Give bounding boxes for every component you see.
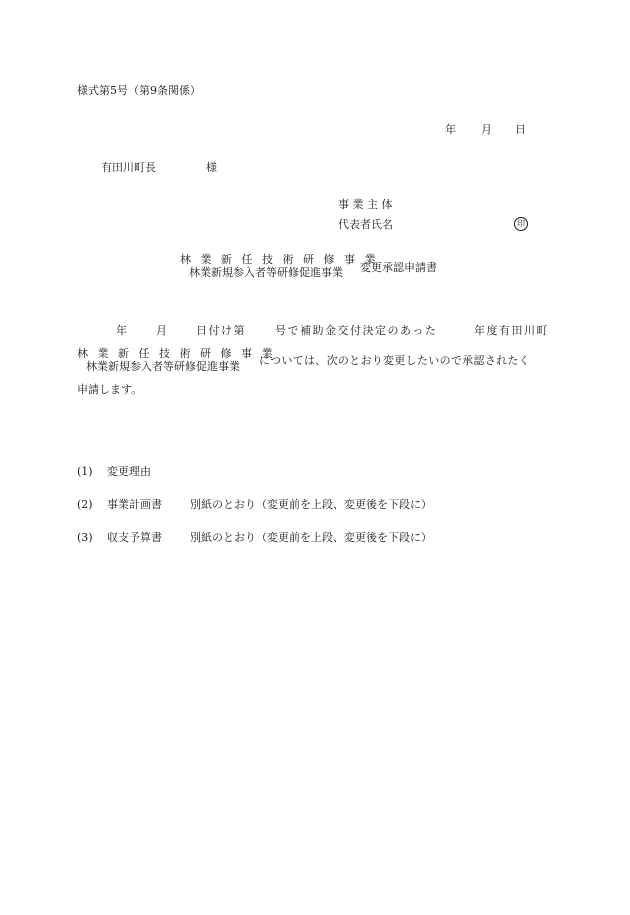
title-project-line1: 林 業 新 任 技 術 研 修 事 業 <box>180 253 379 266</box>
representative-name-label: 代表者氏名 <box>338 218 393 231</box>
item-number: (1) <box>77 465 93 478</box>
body-continuation: については、次のとおり変更したいので承認されたく <box>259 354 530 367</box>
seal-icon: 印 <box>514 217 528 231</box>
item-label: 収支予算書 <box>107 531 162 544</box>
title-project-names <box>180 253 379 279</box>
body-date-reference: 日付け第 <box>196 324 246 337</box>
body-closing: 申請します。 <box>77 383 143 396</box>
date-month-label: 月 <box>481 123 492 136</box>
addressee-name: 有田川町長 <box>101 161 156 174</box>
date-day-label: 日 <box>515 123 526 136</box>
item-number: (2) <box>77 498 93 511</box>
item-label: 事業計画書 <box>107 498 162 511</box>
title-suffix: 変更承認申請書 <box>360 261 437 274</box>
addressee-honorific: 様 <box>206 161 217 174</box>
item-detail: 別紙のとおり（変更前を上段、変更後を下段に） <box>190 498 432 511</box>
body-month-label: 月 <box>156 324 167 337</box>
item-detail: 別紙のとおり（変更前を上段、変更後を下段に） <box>190 531 432 544</box>
body-number-reference: 号で補助金交付決定のあった <box>275 324 438 337</box>
body-year-label: 年 <box>116 324 127 337</box>
title-project-line2: 林業新規参入者等研修促進事業 <box>189 265 343 279</box>
business-entity-label: 事 業 主 体 <box>338 198 393 211</box>
item-label: 変更理由 <box>107 465 151 478</box>
body-project-line2: 林業新規参入者等研修促進事業 <box>86 359 240 373</box>
item-number: (3) <box>77 531 93 544</box>
body-project-names <box>77 347 276 373</box>
date-year-label: 年 <box>445 123 456 136</box>
body-project-line1: 林 業 新 任 技 術 研 修 事 業 <box>77 347 276 360</box>
body-fiscal-reference: 年度有田川町 <box>474 324 549 337</box>
form-number: 様式第5号（第9条関係） <box>77 84 201 97</box>
